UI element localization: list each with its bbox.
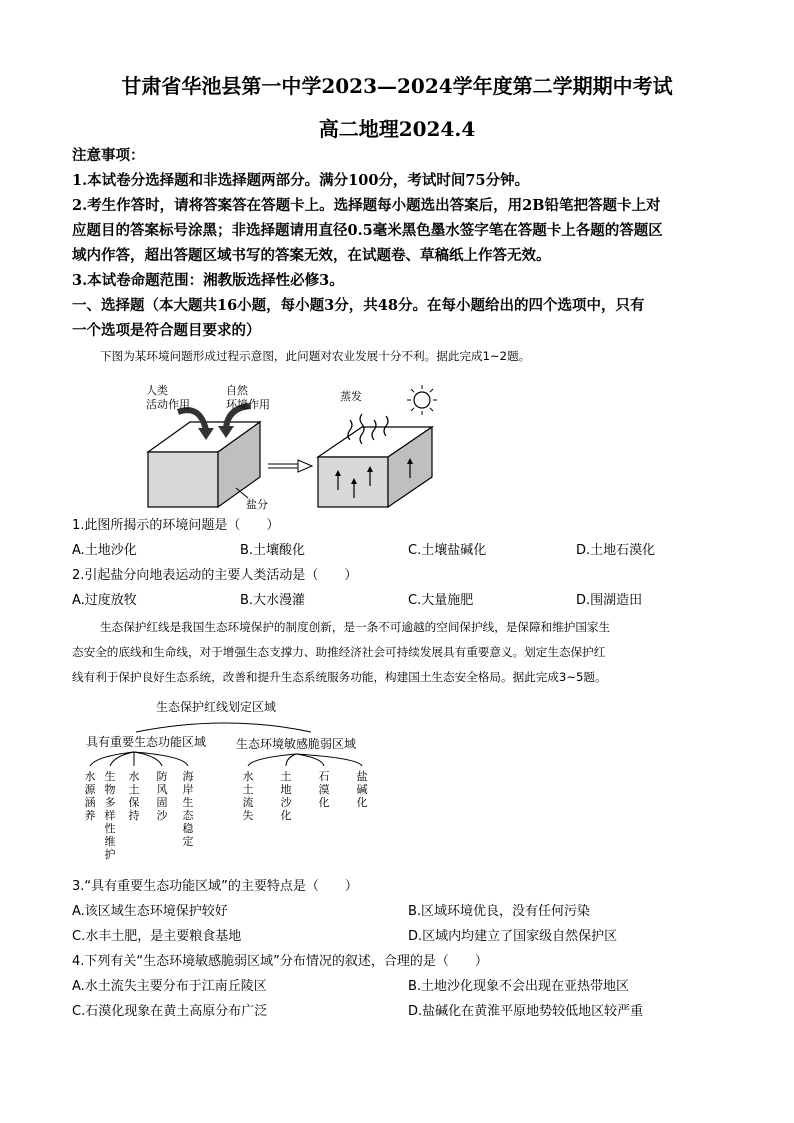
sun-icon (407, 385, 437, 415)
notice-item-1: 1.本试卷分选择题和非选择题两部分。满分100分，考试时间75分钟。 (72, 172, 530, 189)
right-leaf-2: 土地沙化 (280, 770, 292, 822)
notice-item-3: 3.本试卷命题范围：湘教版选择性必修3。 (72, 272, 344, 289)
q2-option-d[interactable]: D.围湖造田 (576, 593, 643, 608)
right-leaf-1: 水土流失 (242, 770, 254, 822)
q3-option-a[interactable]: A.该区域生态环境保护较好 (72, 904, 228, 919)
label-salt: 盐分 (246, 498, 268, 511)
intro-q3-5-line3: 线有利于保护良好生态系统，改善和提升生态系统服务功能，构建国土生态安全格局。据此完成3~5题。 (72, 670, 607, 684)
label-nature-2: 环境作用 (226, 398, 270, 411)
q4-option-a[interactable]: A.水土流失主要分布于江南丘陵区 (72, 979, 267, 994)
tree-root: 生态保护红线划定区域 (156, 700, 277, 714)
left-leaf-3: 水土保持 (128, 770, 140, 822)
notice-heading: 注意事项： (72, 147, 145, 164)
label-evap: 蒸发 (340, 390, 362, 403)
salinization-diagram (140, 382, 450, 512)
q1-option-d[interactable]: D.土地石漠化 (576, 543, 656, 558)
question-2: 2.引起盐分向地表运动的主要人类活动是（ ） (72, 568, 358, 583)
q2-option-a[interactable]: A.过度放牧 (72, 593, 137, 608)
question-1: 1.此图所揭示的环境问题是（ ） (72, 518, 280, 533)
q1-option-b[interactable]: B.土壤酸化 (240, 543, 306, 558)
q4-option-c[interactable]: C.石漠化现象在黄土高原分布广泛 (72, 1004, 268, 1019)
section-heading-cont: 一个选项是符合题目要求的） (72, 322, 261, 339)
left-block-front (148, 452, 218, 507)
left-leaf-5: 海岸生态稳定 (182, 770, 194, 848)
notice-item-2-cont: 应题目的答案标号涂黑；非选择题请用直径0.5毫米黑色墨水签字笔在答题卡上各题的答题区 (72, 222, 663, 239)
q1-option-a[interactable]: A.土地沙化 (72, 543, 137, 558)
exam-subtitle: 高二地理2024.4 (318, 117, 476, 141)
left-leaf-1: 水源涵养 (84, 770, 96, 822)
question-3: 3.“具有重要生态功能区域”的主要特点是（ ） (72, 879, 358, 894)
left-leaf-4: 防风固沙 (156, 770, 168, 822)
notice-item-2-cont2: 域内作答，超出答题区域书写的答案无效，在试题卷、草稿纸上作答无效。 (72, 247, 551, 264)
q2-option-b[interactable]: B.大水漫灌 (240, 593, 306, 608)
q3-option-b[interactable]: B.区域环境优良，没有任何污染 (408, 904, 591, 919)
process-arrow (298, 460, 312, 472)
section-heading: 一、选择题（本大题共16小题，每小题3分，共48分。在每小题给出的四个选项中，只有 (72, 297, 645, 314)
q3-option-c[interactable]: C.水丰土肥，是主要粮食基地 (72, 929, 242, 944)
tree-branch-right: 生态环境敏感脆弱区域 (236, 737, 357, 751)
right-leaf-4: 盐碱化 (356, 770, 368, 809)
question-4: 4.下列有关“生态环境敏感脆弱区域”分布情况的叙述，合理的是（ ） (72, 954, 488, 969)
q3-option-d[interactable]: D.区域内均建立了国家级自然保护区 (408, 929, 618, 944)
label-human-2: 活动作用 (146, 398, 190, 411)
q1-option-c[interactable]: C.土壤盐碱化 (408, 543, 487, 558)
red-line-tree-diagram (76, 694, 376, 864)
q4-option-d[interactable]: D.盐碱化在黄淮平原地势较低地区较严重 (408, 1004, 644, 1019)
intro-q3-5-line1: 生态保护红线是我国生态环境保护的制度创新，是一条不可逾越的空间保护线，是保障和维护国家生 (100, 620, 611, 634)
q2-option-c[interactable]: C.大量施肥 (408, 593, 474, 608)
label-nature-1: 自然 (226, 384, 248, 397)
left-leaf-2: 生物多样性维护 (104, 770, 116, 861)
tree-branch-left: 具有重要生态功能区域 (86, 735, 207, 749)
intro-q1-2: 下图为某环境问题形成过程示意图，此问题对农业发展十分不利。据此完成1~2题。 (100, 349, 531, 363)
q4-option-b[interactable]: B.土地沙化现象不会出现在亚热带地区 (408, 979, 630, 994)
intro-q3-5-line2: 态安全的底线和生命线，对于增强生态支撑力、助推经济社会可持续发展具有重要意义。划定生态保护红 (72, 645, 606, 659)
notice-item-2: 2.考生作答时，请将答案答在答题卡上。选择题每小题选出答案后，用2B铅笔把答题卡上对 (72, 197, 661, 214)
label-human-1: 人类 (146, 384, 168, 397)
exam-title: 甘肃省华池县第一中学2023—2024学年度第二学期期中考试 (121, 74, 673, 98)
right-leaf-3: 石漠化 (318, 770, 330, 809)
